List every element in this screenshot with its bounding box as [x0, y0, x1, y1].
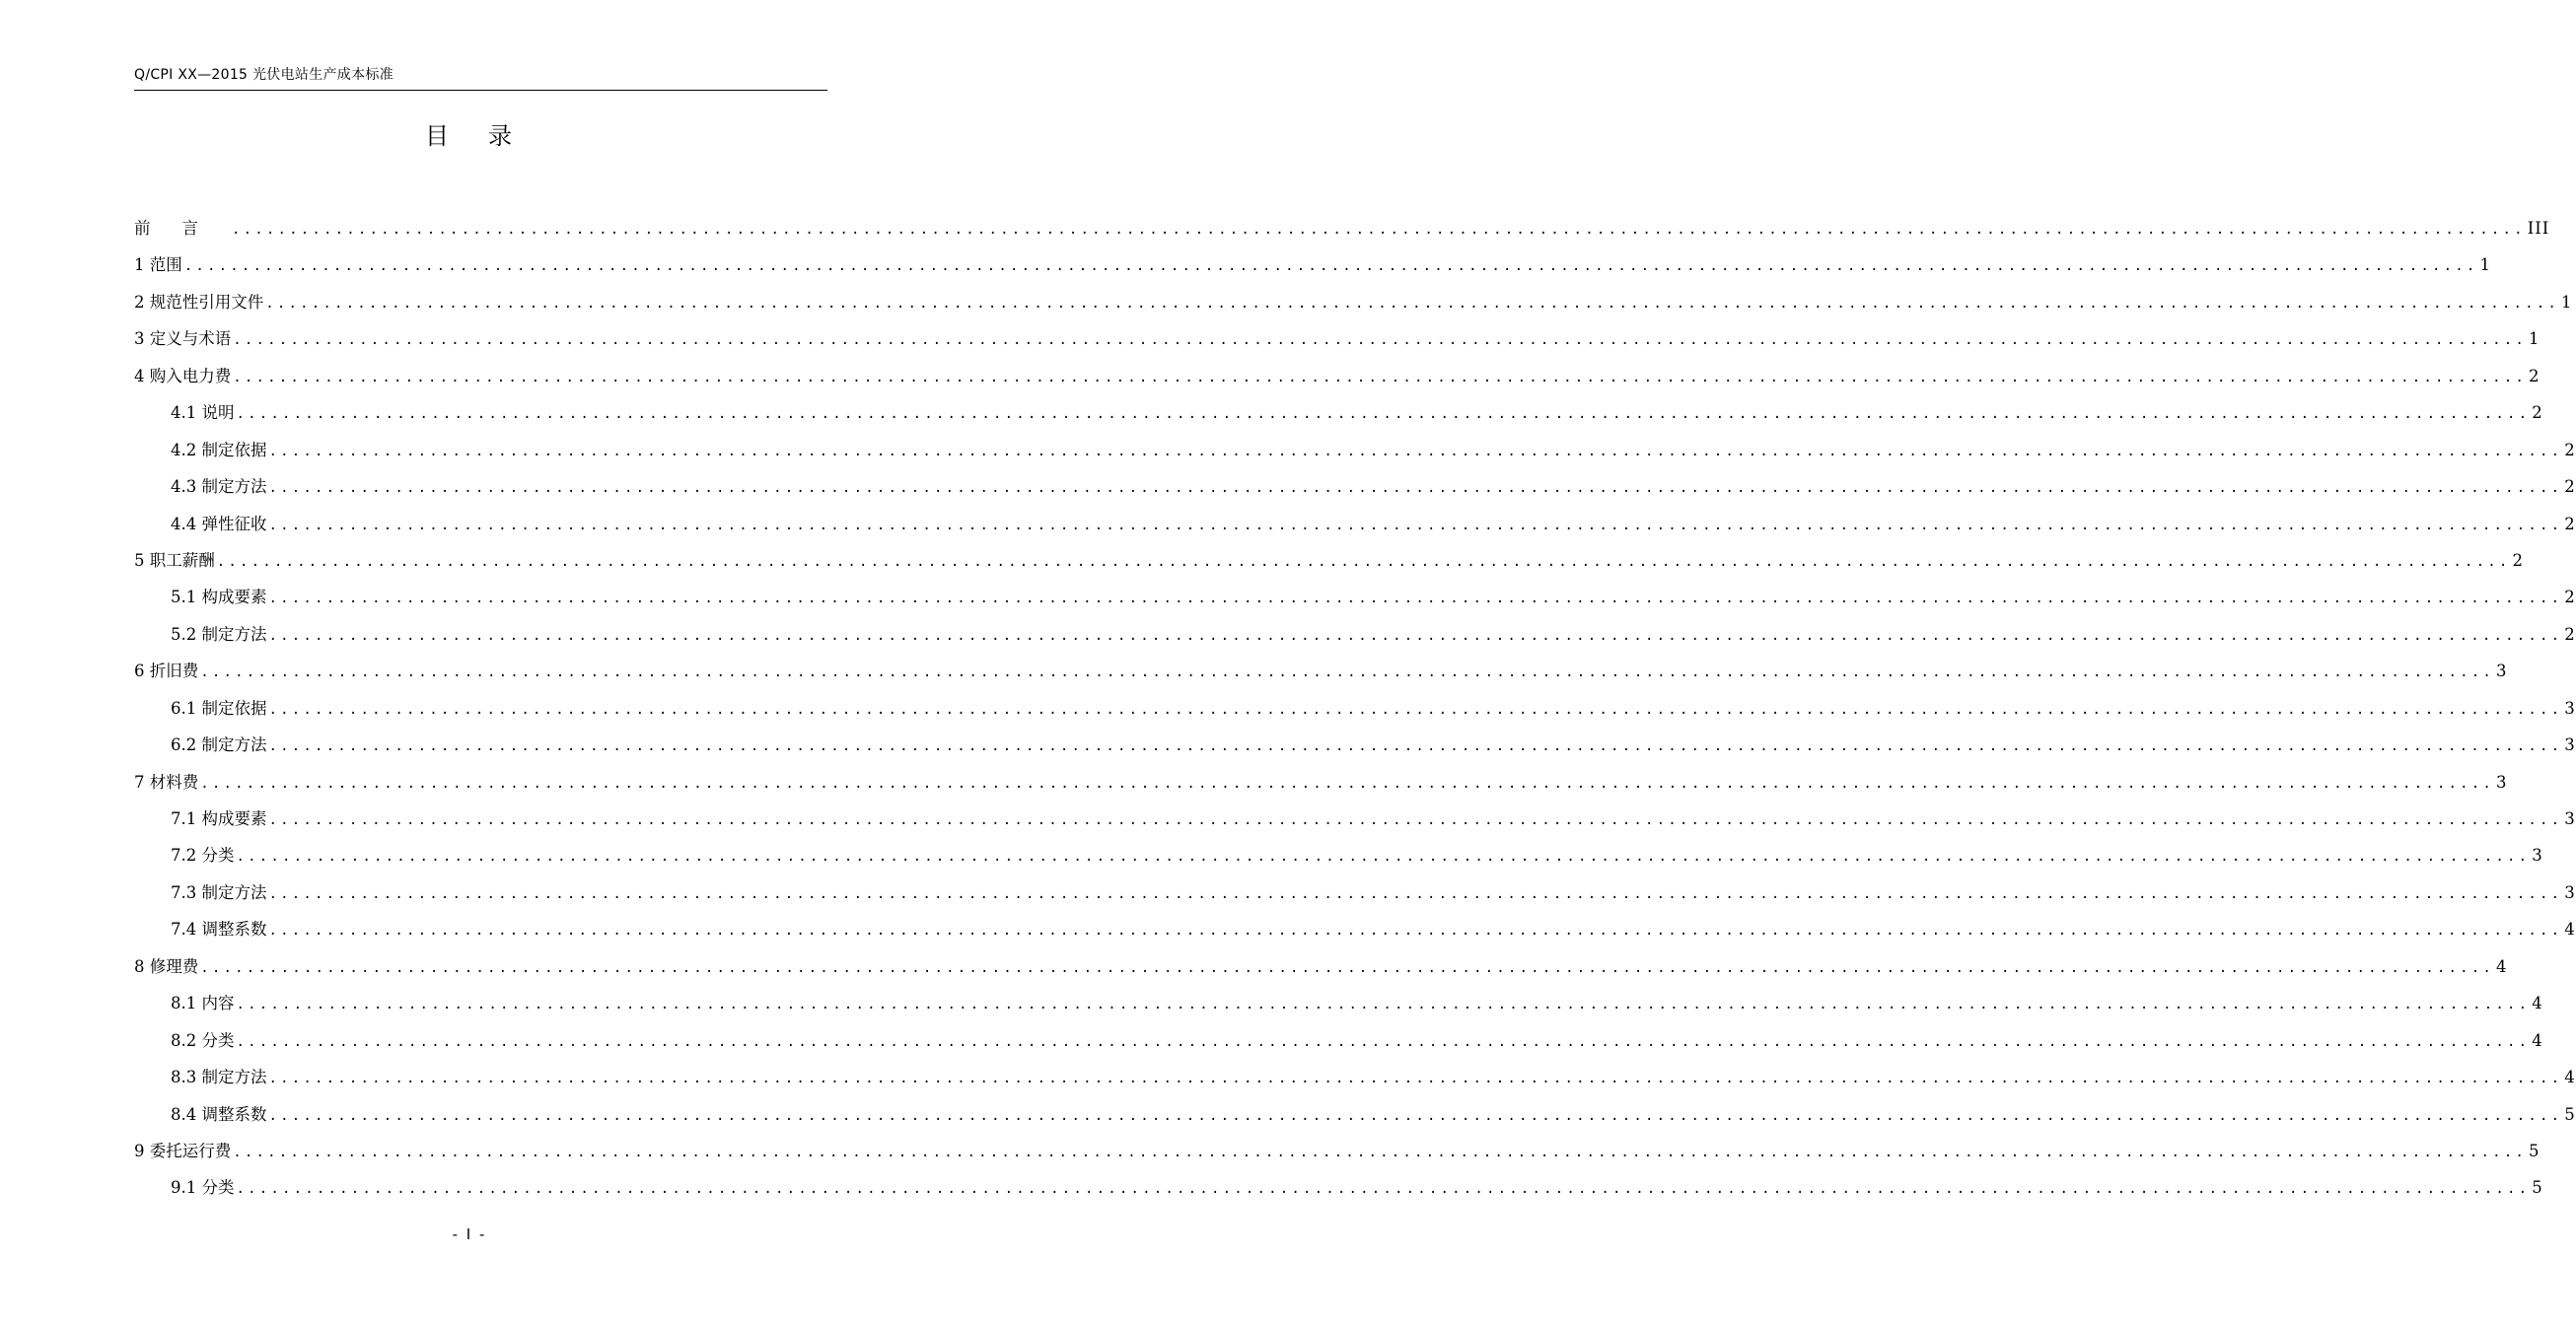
- toc-entry-label: 9.1 分类: [171, 1178, 235, 1198]
- toc-entry-label: 4.2 制定依据: [171, 440, 267, 459]
- toc-entry-page: 5: [2564, 1104, 2576, 1124]
- toc-dot-leader: ........................................................................................................................................................................................................: [233, 1144, 2527, 1160]
- toc-dot-leader: ........................................................................................................................................................................................................: [233, 332, 2527, 349]
- toc-dot-leader: ........................................................................................................................................................................................................: [236, 1033, 2531, 1050]
- toc-entry[interactable]: [134, 1059, 2576, 1095]
- toc-entry-label: 4.1 说明: [171, 403, 235, 423]
- toc-entry[interactable]: [134, 1022, 2543, 1059]
- toc-entry-page: 4: [2532, 994, 2543, 1013]
- toc-dot-leader: ........................................................................................................................................................................................................: [265, 295, 2559, 312]
- toc-dot-leader: ........................................................................................................................................................................................................: [236, 406, 2531, 423]
- toc-dot-leader: ........................................................................................................................................................................................................: [268, 923, 2563, 940]
- toc-entry-label: 2 规范性引用文件: [134, 292, 264, 312]
- toc-entry-label: 1 范围: [134, 255, 182, 275]
- toc-entry[interactable]: [134, 394, 2543, 431]
- toc-entry[interactable]: [134, 653, 2508, 689]
- toc-dot-leader: ........................................................................................................................................................................................................: [268, 627, 2563, 644]
- toc-entry-label: 8.3 制定方法: [171, 1068, 267, 1087]
- toc-entry-page: 2: [2564, 514, 2576, 533]
- toc-entry-page: III: [2527, 219, 2550, 238]
- toc-entry[interactable]: [134, 911, 2576, 947]
- toc-entry[interactable]: [134, 579, 2576, 615]
- toc-entry-page: 2: [2532, 403, 2543, 423]
- toc-dot-leader: ........................................................................................................................................................................................................: [268, 1071, 2563, 1087]
- toc-dot-leader: ........................................................................................................................................................................................................: [233, 369, 2527, 385]
- toc-entry-page: 2: [2512, 550, 2524, 570]
- toc-entry-page: 3: [2564, 882, 2576, 902]
- toc-entry-page: 3: [2496, 662, 2508, 681]
- toc-entry-label: 5 职工薪酬: [134, 550, 215, 570]
- toc-entry-page: 2: [2564, 477, 2576, 497]
- toc-entry[interactable]: [134, 542, 2524, 579]
- toc-entry-label: 7.1 构成要素: [171, 809, 267, 828]
- toc-dot-leader: ........................................................................................................................................................................................................: [232, 222, 2526, 238]
- toc-entry-label: 8 修理费: [134, 956, 199, 976]
- toc-entry-page: 3: [2564, 735, 2576, 755]
- toc-entry-label: 4 购入电力费: [134, 366, 232, 385]
- toc-entry-page: 3: [2564, 809, 2576, 828]
- toc-entry-label: 6.1 制定依据: [171, 698, 267, 718]
- toc-entry[interactable]: [134, 1169, 2543, 1206]
- toc-entry[interactable]: [134, 284, 2573, 320]
- toc-entry-page: 4: [2532, 1030, 2543, 1050]
- toc-entry[interactable]: [134, 358, 2540, 394]
- toc-entry[interactable]: [134, 246, 2491, 283]
- toc-dot-leader: ........................................................................................................................................................................................................: [268, 701, 2563, 718]
- toc-dot-leader: ........................................................................................................................................................................................................: [236, 1181, 2531, 1198]
- toc-entry-label: 4.4 弹性征收: [171, 514, 267, 533]
- toc-dot-leader: ........................................................................................................................................................................................................: [200, 664, 2494, 681]
- toc-entry-page: 4: [2564, 920, 2576, 940]
- toc-entry-label: 7.3 制定方法: [171, 882, 267, 902]
- toc-entry-label: 4.3 制定方法: [171, 477, 267, 497]
- toc-entry-label: 6 折旧费: [134, 662, 199, 681]
- toc-entry-label: 前言: [134, 219, 230, 238]
- toc-entry-label: 6.2 制定方法: [171, 735, 267, 755]
- toc-entry[interactable]: [134, 727, 2576, 763]
- toc-entry-label: 5.2 制定方法: [171, 624, 267, 644]
- toc-entry-page: 4: [2564, 1068, 2576, 1087]
- toc-dot-leader: ........................................................................................................................................................................................................: [268, 738, 2563, 755]
- toc-dot-leader: ........................................................................................................................................................................................................: [268, 1107, 2563, 1124]
- toc-entry-page: 2: [2564, 440, 2576, 459]
- toc-entry-page: 1: [2529, 329, 2540, 349]
- toc-dot-leader: ........................................................................................................................................................................................................: [216, 553, 2511, 570]
- toc-entry[interactable]: [134, 320, 2540, 357]
- toc-dot-leader: ........................................................................................................................................................................................................: [268, 443, 2563, 459]
- toc-entry-label: 7.4 调整系数: [171, 920, 267, 940]
- toc-entry-page: 3: [2532, 846, 2543, 866]
- toc-dot-leader: ........................................................................................................................................................................................................: [268, 517, 2563, 533]
- toc-dot-leader: ........................................................................................................................................................................................................: [183, 258, 2478, 275]
- toc-dot-leader: ........................................................................................................................................................................................................: [268, 885, 2563, 902]
- toc-entry-page: 1: [2479, 255, 2491, 275]
- header-rule: [134, 90, 827, 91]
- toc-dot-leader: ........................................................................................................................................................................................................: [236, 849, 2531, 866]
- toc-entry[interactable]: [134, 1133, 2540, 1169]
- toc-entry-page: 1: [2561, 292, 2573, 312]
- toc-entry-page: 3: [2564, 698, 2576, 718]
- toc-entry-page: 3: [2496, 772, 2508, 792]
- toc-entry-label: 7 材料费: [134, 772, 199, 792]
- toc-entry[interactable]: [134, 764, 2508, 801]
- toc-entry-page: 5: [2529, 1141, 2540, 1160]
- toc-entry[interactable]: [134, 801, 2576, 837]
- toc-entry-label: 5.1 构成要素: [171, 588, 267, 607]
- toc-entry-label: 8.1 内容: [171, 994, 235, 1013]
- toc-entry-page: 2: [2564, 624, 2576, 644]
- toc-entry[interactable]: [134, 468, 2576, 505]
- toc-dot-leader: ........................................................................................................................................................................................................: [236, 997, 2531, 1013]
- toc-entry[interactable]: [134, 1096, 2576, 1133]
- toc-entry[interactable]: [134, 432, 2576, 468]
- toc-entry-label: 3 定义与术语: [134, 329, 232, 349]
- toc-entry-label: 8.4 调整系数: [171, 1104, 267, 1124]
- toc-entry-label: 7.2 分类: [171, 846, 235, 866]
- page-header: Q/CPI XX—2015 光伏电站生产成本标准: [134, 67, 394, 83]
- toc-entry[interactable]: [134, 210, 2550, 246]
- page-number: - I -: [452, 1225, 485, 1243]
- toc-entry-page: 5: [2532, 1178, 2543, 1198]
- toc-dot-leader: ........................................................................................................................................................................................................: [268, 480, 2563, 497]
- toc-entry-label: 8.2 分类: [171, 1030, 235, 1050]
- toc-entry-page: 2: [2529, 366, 2540, 385]
- toc-dot-leader: ........................................................................................................................................................................................................: [200, 775, 2494, 792]
- toc-entry-page: 2: [2564, 588, 2576, 607]
- toc-entry[interactable]: [134, 690, 2576, 727]
- toc-title: 目录: [425, 122, 551, 150]
- toc-entry[interactable]: [134, 874, 2576, 911]
- toc-dot-leader: ........................................................................................................................................................................................................: [268, 591, 2563, 607]
- toc-dot-leader: ........................................................................................................................................................................................................: [200, 959, 2494, 976]
- toc-entry[interactable]: [134, 837, 2543, 873]
- table-of-contents: [134, 210, 2576, 1207]
- toc-entry[interactable]: [134, 985, 2543, 1021]
- toc-entry-page: 4: [2496, 956, 2508, 976]
- toc-entry[interactable]: [134, 506, 2576, 542]
- toc-entry[interactable]: [134, 616, 2576, 653]
- toc-entry[interactable]: [134, 948, 2508, 985]
- toc-entry-label: 9 委托运行费: [134, 1141, 232, 1160]
- toc-dot-leader: ........................................................................................................................................................................................................: [268, 812, 2563, 828]
